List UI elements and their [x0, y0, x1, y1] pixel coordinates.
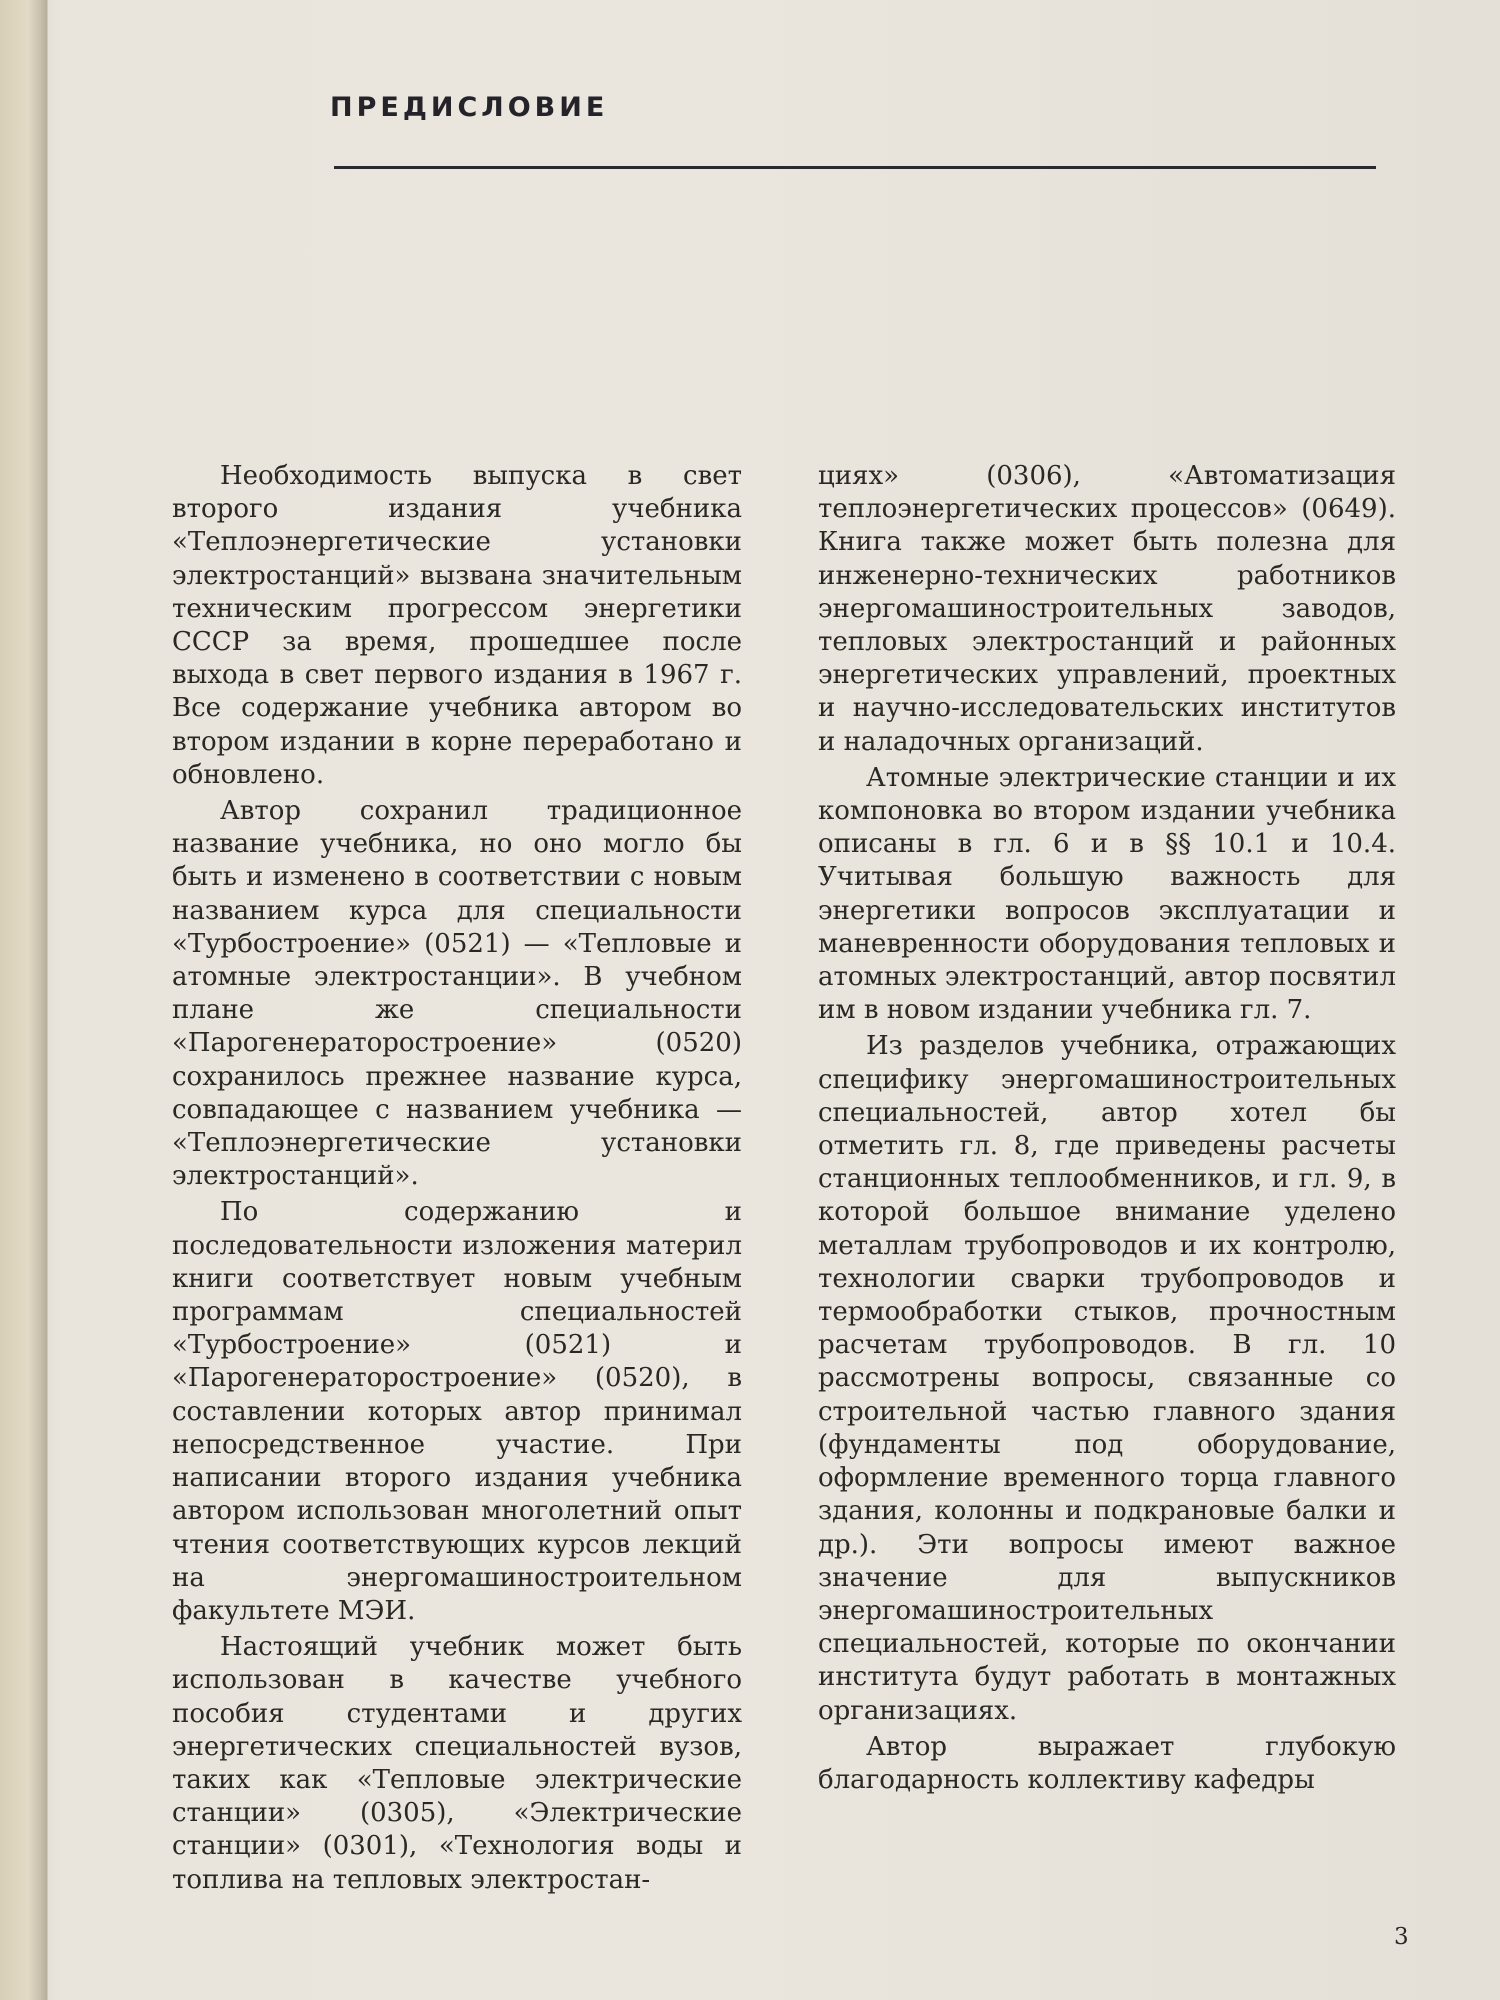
right-text-column	[818, 460, 1396, 1797]
section-heading: ПРЕДИСЛОВИЕ	[330, 92, 609, 123]
paragraph-right-1: циях» (0306), «Автоматизация теплоэнергетических процессов» (0649). Книга также может быть полезна для инженерно-технических работников энергомашиностроительных заводов, тепловых электростанций и районных энергетических управлений, проектных и научно-исследовательских институтов и наладочных организаций.	[818, 461, 1396, 757]
paragraph-right-4: Автор выражает глубокую благодарность коллективу кафедры	[818, 1731, 1396, 1795]
paragraph-right-3: Из разделов учебника, отражающих специфику энергомашиностроительных специальностей, автор хотел бы отметить гл. 8, где приведены расчеты станционных теплообменников, и гл. 9, в которой большое внимание уделено металлам трубопроводов и их контролю, технологии сварки трубопроводов и термообработки стыков, прочностным расчетам трубопроводов. В гл. 10 рассмотрены вопросы, связанные со строительной частью главного здания (фундаменты под оборудование, оформление временного торца главного здания, колонны и подкрановые балки и др.). Эти вопросы имеют важное значение для выпускников энергомашиностроительных специальностей, которые по окончании института будут работать в монтажных организациях.	[818, 1031, 1396, 1726]
page-binding-edge	[0, 0, 48, 2000]
paragraph-left-2: Автор сохранил традиционное название учебника, но оно могло бы быть и изменено в соответствии с новым названием курса для специальности «Турбостроение» (0521) — «Тепловые и атомные электростанции». В учебном плане же специальности «Парогенераторостроение» (0520) сохранилось прежнее название курса, совпадающее с названием учебника — «Теплоэнергетические установки электростанций».	[172, 796, 742, 1192]
paragraph-right-2: Атомные электрические станции и их компоновка во втором издании учебника описаны в гл. 6 и в §§ 10.1 и 10.4. Учитывая большую важность для энергетики вопросов эксплуатации и маневренности оборудования тепловых и атомных электростанций, автор посвятил им в новом издании учебника гл. 7.	[818, 762, 1396, 1026]
paragraph-left-3: По содержанию и последовательности изложения материл книги соответствует новым учебным программам специальностей «Турбостроение» (0521) и «Парогенераторостроение» (0520), в составлении которых автор принимал непосредственное участие. При написании второго издания учебника автором использован многолетний опыт чтения соответствующих курсов лекций на энергомашиностроительном факультете МЭИ.	[172, 1197, 742, 1626]
heading-rule	[334, 166, 1376, 169]
paragraph-left-1: Необходимость выпуска в свет второго издания учебника «Теплоэнергетические установки электростанций» вызвана значительным техническим прогрессом энергетики СССР за время, прошедшее после выхода в свет первого издания в 1967 г. Все содержание учебника автором во втором издании в корне переработано и обновлено.	[172, 461, 742, 790]
paragraph-left-4: Настоящий учебник может быть использован в качестве учебного пособия студентами и других энергетических специальностей вузов, таких как «Тепловые электрические станции» (0305), «Электрические станции» (0301), «Технология воды и топлива на тепловых электростан-	[172, 1632, 742, 1895]
left-text-column	[172, 460, 742, 1897]
page-number: 3	[1394, 1924, 1409, 1950]
